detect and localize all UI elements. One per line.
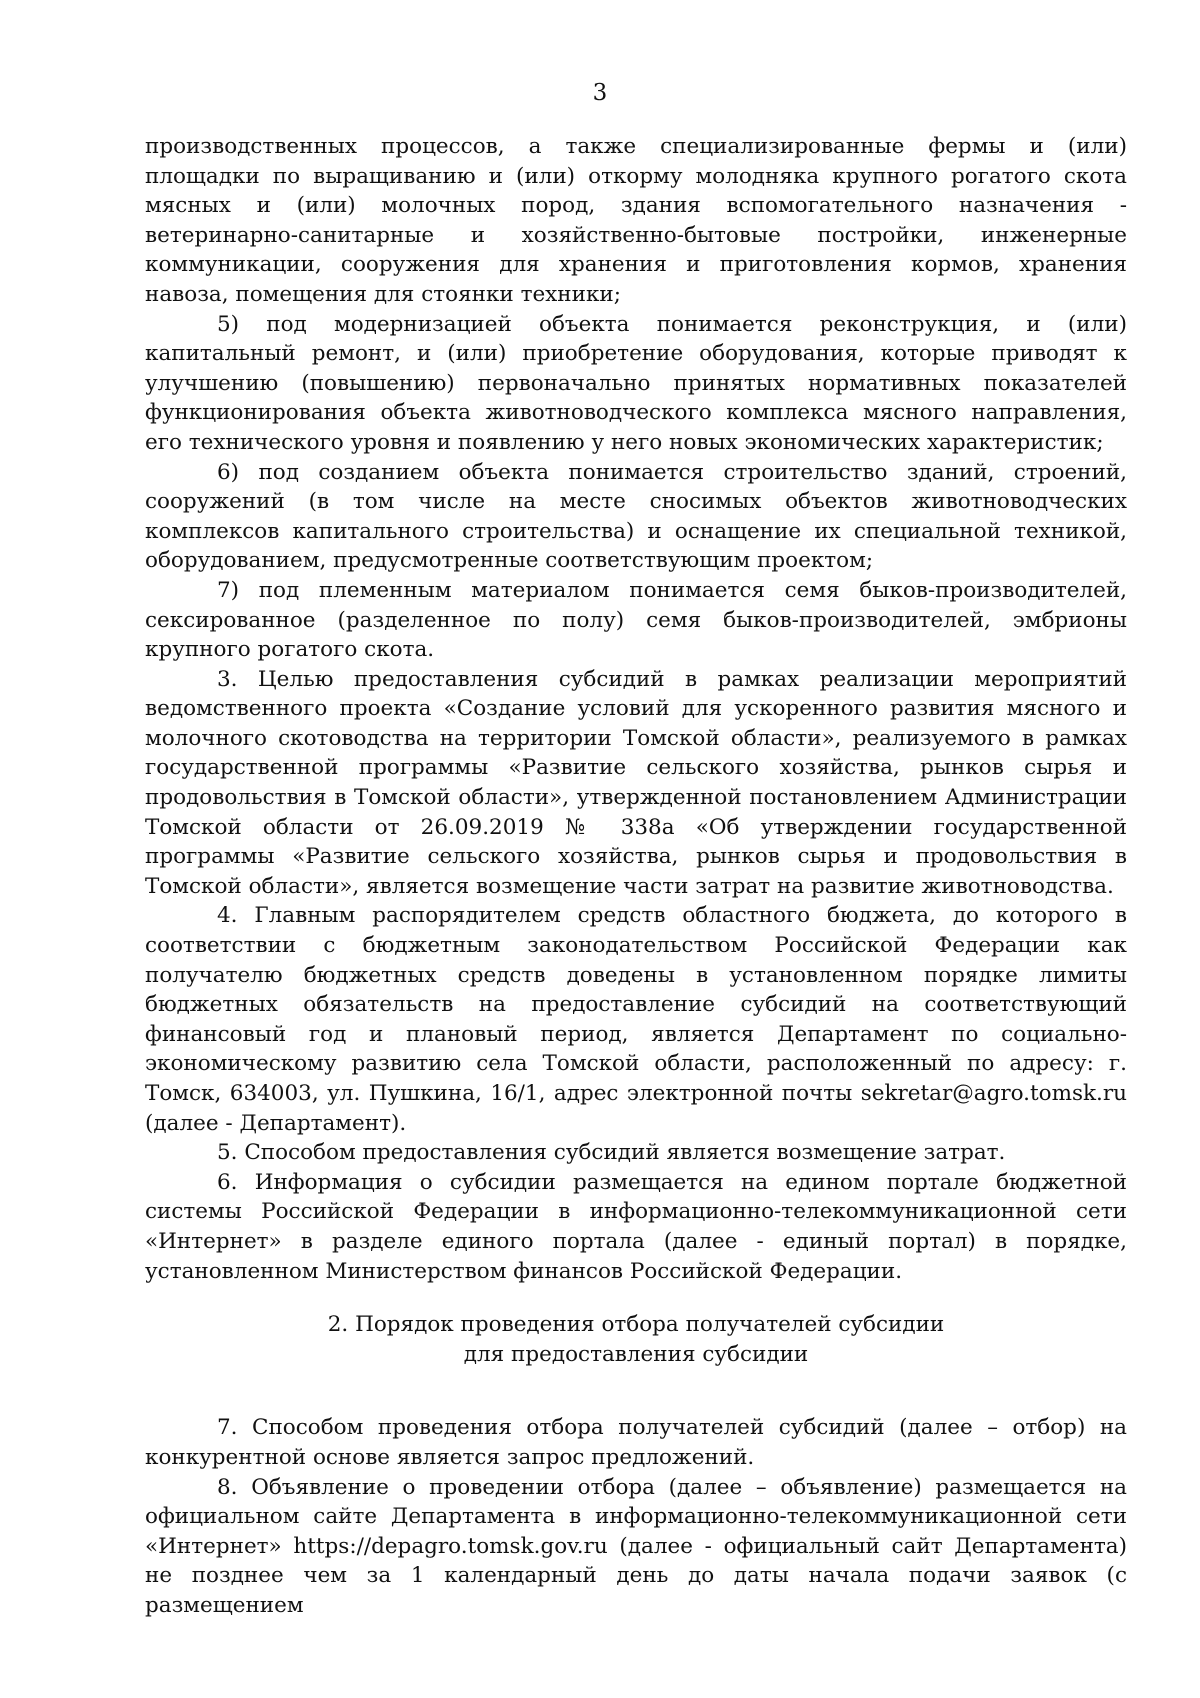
paragraph-clause-8: 8. Объявление о проведении отбора (далее – объявление) размещается на официальном сайте Департамента в информационно-телекоммуникационной сети «Интернет» https://depagro.tomsk.gov.ru (далее - официальный сайт Департамента) не позднее чем за 1 календарный день до даты начала подачи заявок (с размещением (145, 1474, 1127, 1618)
paragraph-clause-7: 7. Способом проведения отбора получателей субсидий (далее – отбор) на конкурентной основе является запрос предложений. (145, 1415, 1127, 1470)
paragraph-clause-3: 3. Целью предоставления субсидий в рамках реализации мероприятий ведомственного проекта «Создание условий для ускоренного развития мясного и молочного скотоводства на территории Томской области», реализуемого в рамках государственной программы «Развитие сельского хозяйства, рынков сырья и продовольствия в Томской области», утвержденной постановлением Администрации Томской области от 26.09.2019 № 338а «Об утверждении государственной программы «Развитие сельского хозяйства, рынков сырья и продовольствия в Томской области», является возмещение части затрат на развитие животноводства. (145, 666, 1127, 899)
paragraph-continuation: производственных процессов, а также специализированные фермы и (или) площадки по выращиванию и (или) откорму молодняка крупного рогатого скота мясных и (или) молочных пород, здания вспомогательного назначения - ветеринарно-санитарные и хозяйственно-бытовые постройки, инженерные коммуникации, сооружения для хранения и приготовления кормов, хранения навоза, помещения для стоянки техники; (145, 134, 1127, 307)
section-heading (145, 1310, 1127, 1369)
page-number: 3 (592, 80, 608, 106)
paragraph-clause-6: 6. Информация о субсидии размещается на едином портале бюджетной системы Российской Федерации в информационно-телекоммуникационной сети «Интернет» в разделе единого портала (далее - единый портал) в порядке, установленном Министерством финансов Российской Федерации. (145, 1169, 1127, 1284)
paragraph-clause-5: 5. Способом предоставления субсидий является возмещение затрат. (217, 1140, 1006, 1166)
section-heading-line-1: 2. Порядок проведения отбора получателей субсидии (327, 1312, 945, 1338)
document-body (145, 132, 1127, 1621)
paragraph-item-6: 6) под созданием объекта понимается строительство зданий, строений, сооружений (в том числе на месте сносимых объектов животноводческих комплексов капитального строительства) и оснащение их специальной техникой, оборудованием, предусмотренные соответствующим проектом; (145, 459, 1127, 574)
paragraph-item-5: 5) под модернизацией объекта понимается реконструкция, и (или) капитальный ремонт, и (или) приобретение оборудования, которые приводят к улучшению (повышению) первоначально принятых нормативных показателей функционирования объекта животноводческого комплекса мясного направления, его технического уровня и появлению у него новых экономических характеристик; (145, 311, 1127, 455)
section-heading-line-2: для предоставления субсидии (463, 1341, 809, 1367)
paragraph-clause-4: 4. Главным распорядителем средств областного бюджета, до которого в соответствии с бюджетным законодательством Российской Федерации как получателю бюджетных средств доведены в установленном порядке лимиты бюджетных обязательств на предоставление субсидий на соответствующий финансовый год и плановый период, является Департамент по социально-экономическому развитию села Томской области, расположенный по адресу: г. Томск, 634003, ул. Пушкина, 16/1, адрес электронной почты sekretar@agro.tomsk.ru (далее - Департамент). (145, 903, 1127, 1136)
paragraph-item-7: 7) под племенным материалом понимается семя быков-производителей, сексированное (разделенное по полу) семя быков-производителей, эмбрионы крупного рогатого скота. (145, 577, 1127, 663)
